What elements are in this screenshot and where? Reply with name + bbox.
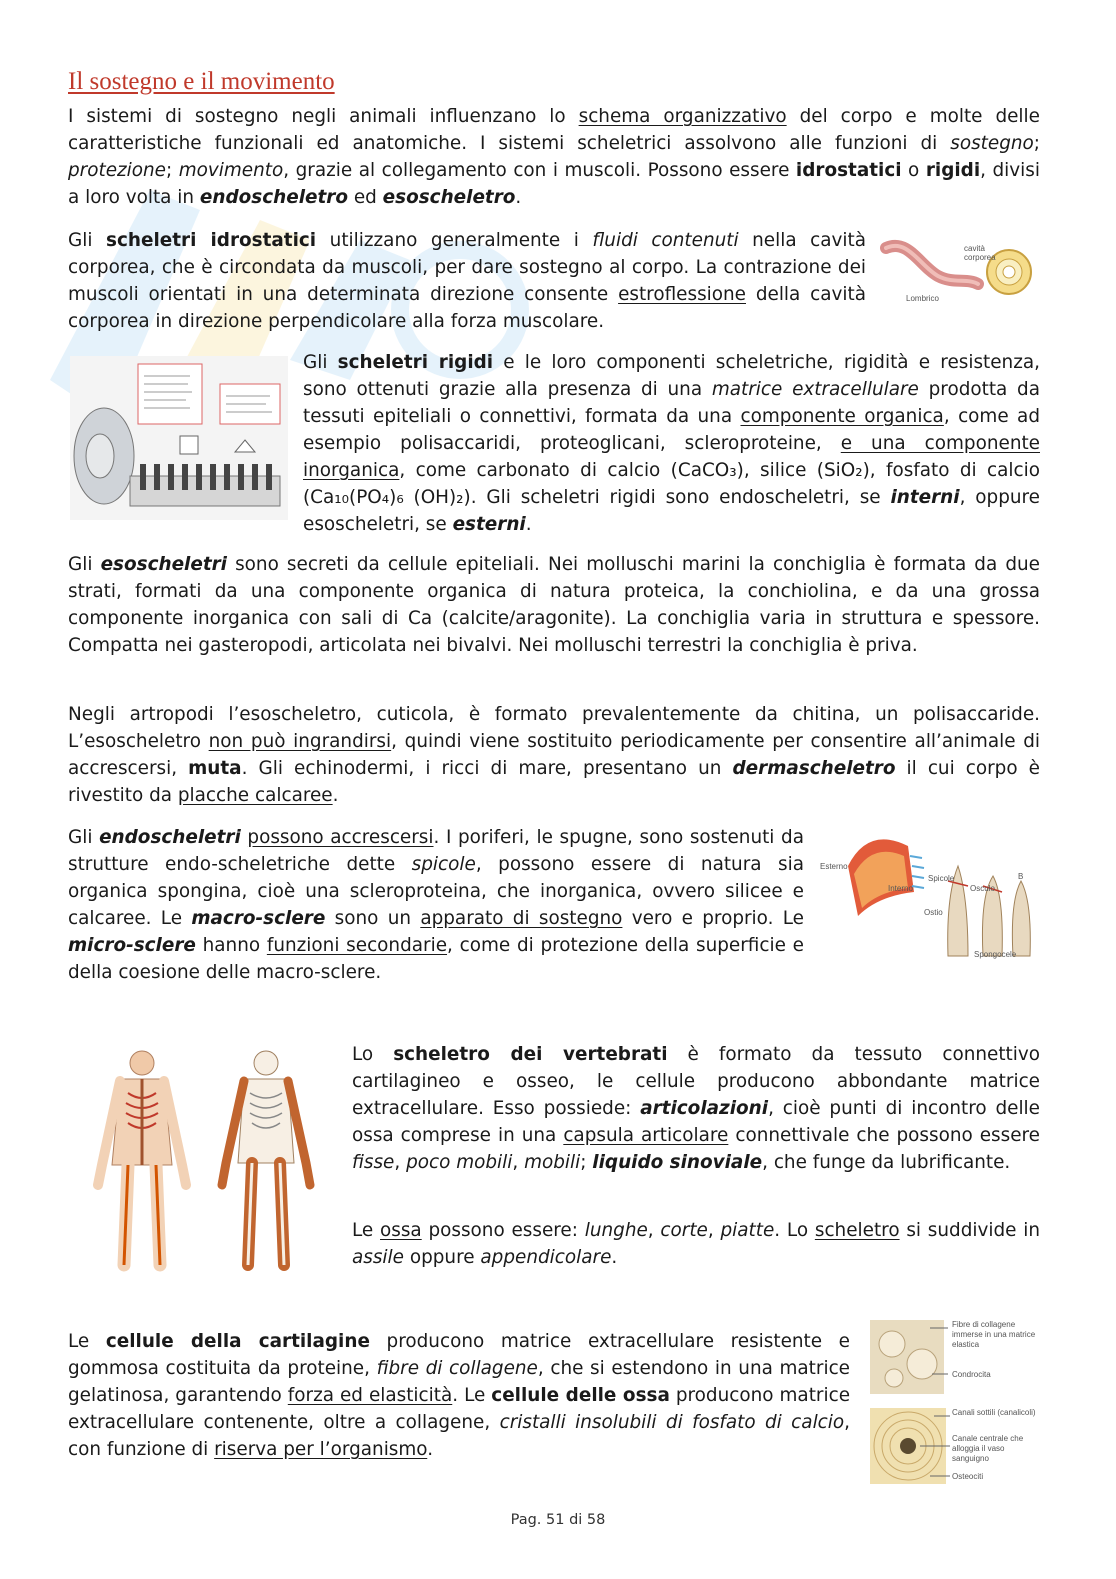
worm-cavity-label: cavità corporea	[964, 244, 996, 262]
text-run: protezione	[68, 160, 166, 181]
text-run: piatte	[720, 1220, 775, 1241]
text-run: movimento	[178, 160, 284, 181]
paragraph-rigid	[303, 349, 1040, 538]
text-run: capsula articolare	[563, 1125, 729, 1146]
text-run: ;	[166, 160, 179, 181]
paragraph-cells	[68, 1328, 850, 1463]
text-run: , che funge da lubrificante.	[762, 1152, 1011, 1173]
sponge-inner-label: Interno	[888, 884, 913, 893]
text-run: , con funzione di	[68, 1412, 851, 1460]
text-run: dermascheletro	[732, 758, 896, 779]
osteocytes-label: Osteociti	[952, 1472, 984, 1481]
text-run: , quindi viene sostituito periodicamente per consentire all’animale di accrescersi,	[68, 731, 1041, 779]
text-run: si suddivide in	[899, 1220, 1041, 1241]
text-run: sono un	[325, 908, 421, 929]
text-run: , possono essere di natura sia organica spongina, cioè una scleroproteina, che inorganica, ovvero silicee e calcaree. Le	[68, 854, 804, 929]
sponge-figure	[818, 826, 1040, 966]
text-run: connettivale che possono essere	[728, 1125, 1040, 1146]
text-run: esterni	[452, 514, 526, 535]
sponge-ostio-label: Ostio	[924, 908, 943, 917]
text-run: poco mobili	[406, 1152, 513, 1173]
text-run: ;	[1033, 133, 1040, 154]
text-run: prodotta da tessuti epiteliali o connettivi, formata da una	[303, 379, 1040, 427]
text-run: fibre di collagene	[376, 1358, 538, 1379]
text-run: il cui corpo è rivestito da	[68, 758, 1040, 806]
text-run: scheletri rigidi	[337, 352, 494, 373]
paragraph-endoskeleton	[68, 824, 804, 986]
text-run: articolazioni	[640, 1098, 769, 1119]
text-run: componente organica	[740, 406, 944, 427]
text-run: idrostatici	[795, 160, 902, 181]
text-run: lunghe	[584, 1220, 648, 1241]
text-run: o	[901, 160, 926, 181]
text-run: . Le	[452, 1385, 492, 1406]
text-run: Le	[68, 1331, 106, 1352]
text-run: .	[427, 1439, 434, 1460]
text-run: ossa	[380, 1220, 422, 1241]
text-run: , che si estendono in una matrice gelatinosa, garantendo	[68, 1358, 850, 1406]
sponge-outer-label: Esterno	[820, 862, 848, 871]
text-run: I sistemi di sostegno negli animali influenzano lo	[68, 106, 579, 127]
sponge-spongocele-label: Spongocele	[974, 950, 1017, 959]
paragraph-bones	[352, 1217, 1040, 1271]
text-run: ,	[647, 1220, 661, 1241]
text-run: sostegno	[950, 133, 1034, 154]
text-run: Gli	[68, 827, 100, 848]
text-run: cellule delle ossa	[491, 1385, 670, 1406]
text-run: .	[332, 785, 339, 806]
text-run: cellule della cartilagine	[105, 1331, 370, 1352]
text-run: oppure	[403, 1247, 481, 1268]
text-run: mobili	[524, 1152, 581, 1173]
paragraph-hydrostatic	[68, 227, 866, 335]
text-run: Gli	[303, 352, 338, 373]
central-canal-label: Canale centrale che alloggia il vaso sanguigno	[952, 1434, 1024, 1463]
text-run: ,	[394, 1152, 407, 1173]
paragraph-vertebrates	[352, 1041, 1040, 1176]
text-run: funzioni secondarie	[266, 935, 448, 956]
text-run: , divisi a loro volta in	[68, 160, 1040, 208]
text-run: Gli	[68, 554, 101, 575]
text-run: Negli artropodi l’esoscheletro, cuticola, è formato prevalentemente da chitina, un polisaccaride. L’esoscheletro	[68, 704, 1040, 752]
text-run: Le	[352, 1220, 381, 1241]
text-run: e le loro componenti scheletriche, rigidità e resistenza, sono ottenuti grazie alla presenza di una	[303, 352, 1040, 400]
text-run: è formato da tessuto connettivo cartilagineo e osseo, le cellule producono abbondante matrice extracellulare. Esso possiede:	[352, 1044, 1040, 1119]
text-run: ed	[347, 187, 383, 208]
sponge-osculo-label: Osculo	[970, 884, 995, 893]
sponge-spicole-label: Spicole	[928, 874, 955, 883]
text-run: . Lo	[774, 1220, 815, 1241]
rigid-skeleton-figure	[70, 356, 288, 520]
sponge-b-label: B	[1018, 872, 1024, 881]
text-run: ;	[580, 1152, 593, 1173]
text-run: .	[611, 1247, 618, 1268]
text-run: apparato di sostegno	[420, 908, 623, 929]
text-run: placche calcaree	[177, 785, 333, 806]
cartilage-fibers-label: Fibre di collagene immerse in una matrice elastica	[952, 1320, 1036, 1349]
text-run: scheletro	[814, 1220, 900, 1241]
worm-label: Lombrico	[906, 294, 939, 303]
text-run: interni	[890, 487, 960, 508]
paragraph-exoskeleton	[68, 551, 1040, 659]
text-run: fluidi contenuti	[592, 230, 739, 251]
text-run: spicole	[411, 854, 476, 875]
text-run: vero e proprio. Le	[622, 908, 804, 929]
text-run: muta	[188, 758, 242, 779]
text-run: Gli	[68, 230, 107, 251]
text-run: ,	[707, 1220, 721, 1241]
text-run: scheletri idrostatici	[106, 230, 317, 251]
text-run: liquido sinoviale	[592, 1152, 763, 1173]
text-run: . I poriferi, le spugne, sono sostenuti da strutture endo-scheletriche dette	[68, 827, 804, 875]
text-run: .	[515, 187, 522, 208]
earthworm-figure	[878, 236, 1038, 306]
text-run: hanno	[195, 935, 267, 956]
text-run: .	[525, 514, 532, 535]
text-run: esoscheletro	[382, 187, 516, 208]
text-run: della cavità corporea in direzione perpendicolare alla forza muscolare.	[68, 284, 866, 332]
cartilage-figure	[870, 1320, 1040, 1398]
text-run: schema organizzativo	[578, 106, 787, 127]
text-run: non può ingrandirsi	[208, 731, 392, 752]
text-run: possono essere:	[421, 1220, 585, 1241]
text-run: appendicolare	[480, 1247, 612, 1268]
bone-figure	[870, 1408, 1040, 1488]
text-run: macro-sclere	[191, 908, 326, 929]
text-run: fisse	[352, 1152, 395, 1173]
text-run: esoscheletri	[100, 554, 227, 575]
text-run: estroflessione	[618, 284, 746, 305]
text-run: assile	[352, 1247, 404, 1268]
text-run: ,	[512, 1152, 525, 1173]
text-run: riserva per l’organismo	[214, 1439, 428, 1460]
text-run: endoscheletri	[99, 827, 241, 848]
text-run: producono matrice extracellulare resistente e gommosa costituita da proteine,	[68, 1331, 850, 1379]
text-run: rigidi	[925, 160, 981, 181]
text-run: . Gli echinodermi, i ricci di mare, presentano un	[241, 758, 733, 779]
text-run: matrice extracellulare	[711, 379, 919, 400]
text-run: utilizzano generalmente i	[316, 230, 593, 251]
text-run: nella cavità corporea, che è circondata da muscoli, per dare sostegno al corpo. La contrazione dei muscoli orientati in una determinata direzione consente	[68, 230, 866, 305]
text-run: , come di protezione della superficie e della coesione delle macro-sclere.	[68, 935, 804, 983]
text-run: , come carbonato di calcio (CaCO₃), silice (SiO₂), fosfato di calcio (Ca₁₀(PO₄)₆ (OH)₂). Gli scheletri rigidi sono endoscheletri, se	[303, 460, 1040, 508]
text-run: cristalli insolubili di fosfato di calcio	[499, 1412, 845, 1433]
page-title: Il sostegno e il movimento	[68, 68, 335, 95]
text-run: del corpo e molte delle caratteristiche funzionali ed anatomiche. I sistemi scheletrici assolvono alle funzioni di	[68, 106, 1040, 154]
skeleton-figure	[80, 1045, 330, 1275]
paragraph-intro	[68, 103, 1040, 211]
text-run: scheletro dei vertebrati	[393, 1044, 668, 1065]
text-run: Lo	[352, 1044, 394, 1065]
text-run: , grazie al collegamento con i muscoli. Possono essere	[283, 160, 796, 181]
text-run: possono accrescersi	[247, 827, 434, 848]
chondrocyte-label: Condrocita	[952, 1370, 991, 1379]
paragraph-arthropods	[68, 701, 1040, 809]
text-run: producono matrice extracellulare contenente, oltre a collagene,	[68, 1385, 851, 1433]
text-run: sono secreti da cellule epiteliali. Nei molluschi marini la conchiglia è formata da due strati, formati da una componente organica di natura proteica, la conchiolina, e da una grossa componente inorganica con sali di Ca (calcite/aragonite). La conchiglia varia in struttura e spessore. Compatta nei gasteropodi, articolata nei bivalvi. Nei molluschi terrestri la conchiglia è priva.	[68, 554, 1040, 656]
canaliculi-label: Canali sottili (canalicoli)	[952, 1408, 1036, 1417]
text-run: forza ed elasticità	[287, 1385, 453, 1406]
text-run: micro-sclere	[68, 935, 196, 956]
text-run: , come ad esempio polisaccaridi, proteoglicani, scleroproteine,	[303, 406, 1040, 454]
text-run: , oppure esoscheletri, se	[303, 487, 1041, 535]
text-run: corte	[660, 1220, 708, 1241]
text-run: e una componente inorganica	[303, 433, 1040, 481]
text-run: endoscheletro	[199, 187, 348, 208]
page-footer: Pag. 51 di 58	[510, 1512, 606, 1528]
text-run: , cioè punti di incontro delle ossa comprese in una	[352, 1098, 1040, 1146]
